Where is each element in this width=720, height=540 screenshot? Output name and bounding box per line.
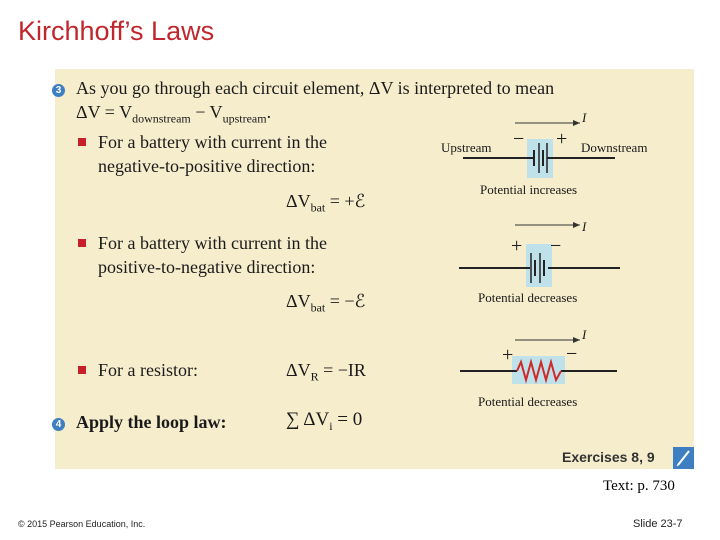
current-label-2: I: [582, 219, 587, 234]
text-page-reference: Text: p. 730: [603, 478, 675, 494]
upstream-label: Upstream: [441, 140, 492, 155]
bullet-3-line-1: For a resistor:: [98, 360, 198, 380]
sign-plus-2: +: [511, 235, 523, 257]
current-label-1: I: [582, 110, 587, 125]
caption-potential-increases: Potential increases: [480, 182, 578, 197]
slide-number: Slide 23-7: [633, 518, 683, 530]
current-label-3: I: [582, 327, 587, 342]
step-3-equation: $\Delta V = V_{downstream} - V_{upstream}$.: [76, 102, 272, 126]
step-4-badge: 4: [52, 418, 65, 431]
bullet-1-line-1: For a battery with current in the: [98, 132, 327, 152]
sign-plus-1: +: [556, 128, 568, 150]
sign-minus-3: −: [566, 343, 578, 365]
slide-title: Kirchhoff’s Laws: [18, 16, 215, 46]
resistor-equation: $\Delta V_R = -IR$: [286, 360, 366, 384]
caption-potential-decreases-1: Potential decreases: [478, 290, 578, 305]
sign-minus-1: −: [513, 128, 525, 150]
step-3-badge: 3: [52, 84, 65, 97]
exercises-reference: Exercises 8, 9: [562, 449, 655, 465]
loop-law-equation: ∑ $\Delta V_i = 0$: [286, 409, 363, 433]
battery-decrease-equation: $\Delta V_{bat}$ = −ℰ: [286, 291, 366, 315]
step-4-text: Apply the loop law:: [76, 412, 227, 432]
battery-increase-equation: $\Delta V_{bat}$ = +ℰ: [286, 191, 366, 215]
pencil-icon: [673, 447, 694, 469]
downstream-label: Downstream: [581, 140, 648, 155]
copyright-footer: © 2015 Pearson Education, Inc.: [18, 519, 146, 529]
caption-potential-decreases-2: Potential decreases: [478, 394, 578, 409]
sign-minus-2: −: [550, 235, 562, 257]
bullet-2-line-2: positive-to-negative direction:: [98, 257, 316, 277]
bullet-1-line-2: negative-to-positive direction:: [98, 156, 316, 176]
bullet-2-line-1: For a battery with current in the: [98, 233, 327, 253]
sign-plus-3: +: [502, 344, 514, 366]
step-3-text: As you go through each circuit element, ΔV is interpreted to mean: [76, 78, 555, 98]
battery-highlight-2: [526, 244, 552, 287]
